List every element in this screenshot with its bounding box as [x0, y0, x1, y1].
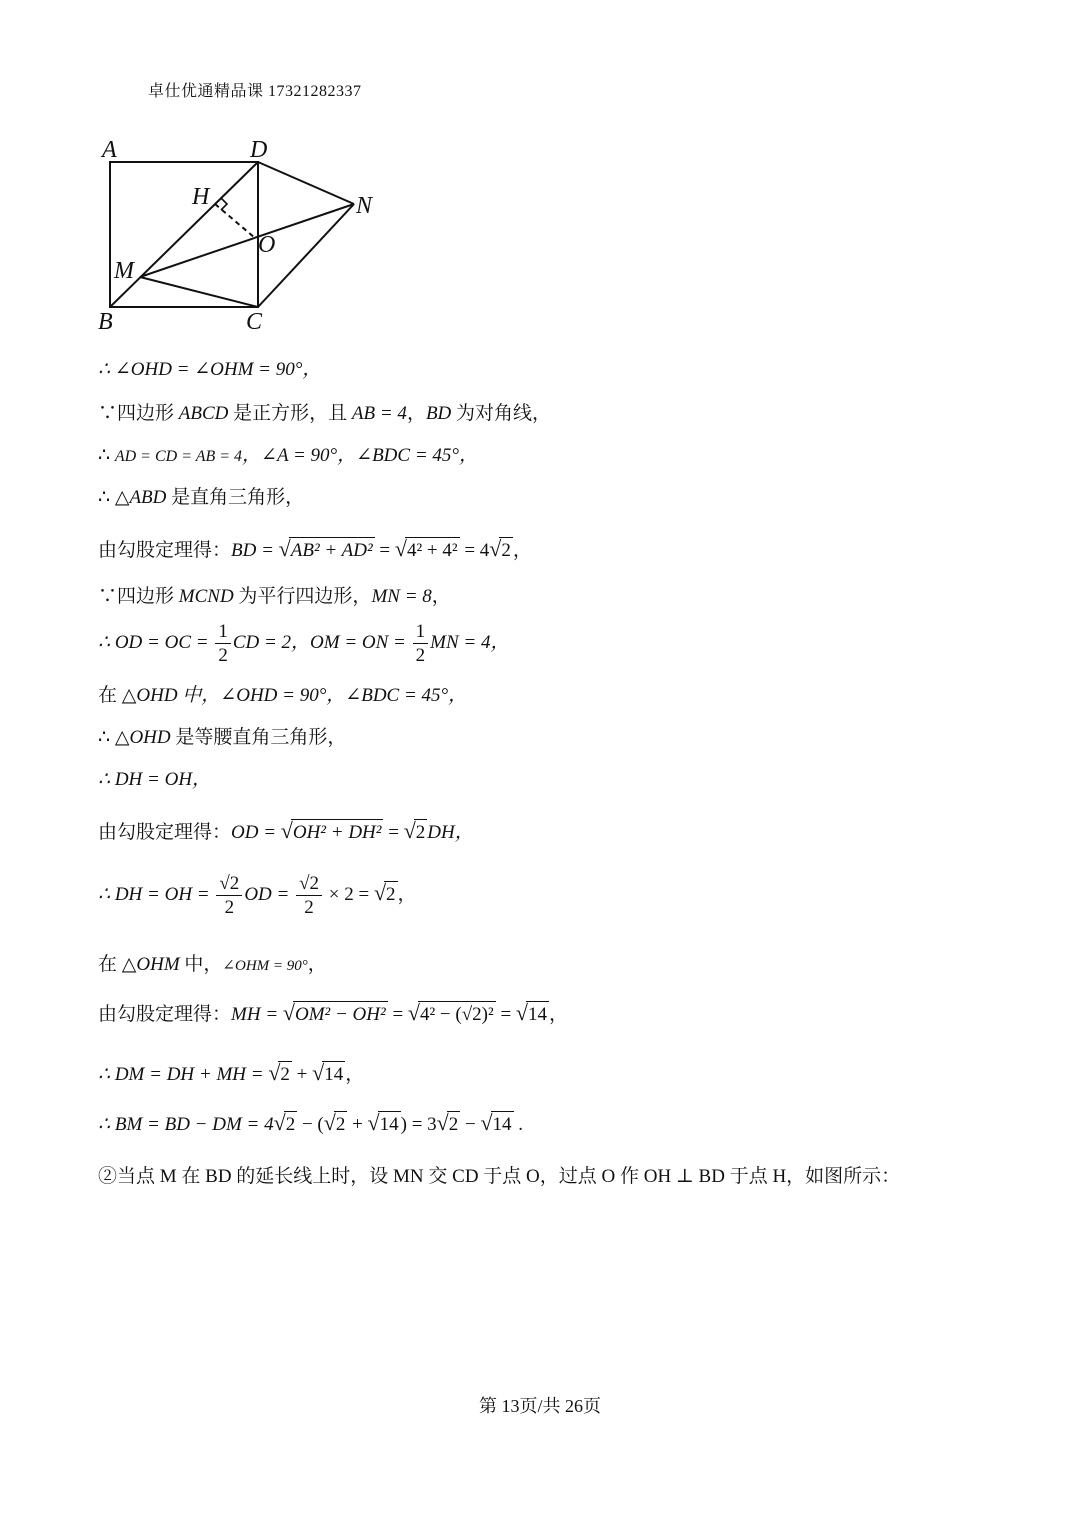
solution-line-1: ∴ ∠OHD = ∠OHM = 90°， — [98, 359, 322, 380]
label-D: D — [250, 137, 268, 163]
solution-line-11: 由勾股定理得：OD = √OH² + DH² = √2 DH， — [98, 818, 474, 843]
solution-line-10: ∴ DH = OH， — [98, 769, 212, 790]
label-O: O — [258, 232, 276, 258]
solution-line-6: ∵四边形 MCND 为平行四边形，MN = 8， — [98, 586, 451, 607]
label-A: A — [102, 137, 117, 163]
solution-line-3: ∴ AD = CD = AB = 4，∠A = 90°，∠BDC = 45°， — [98, 445, 478, 466]
solution-line-14: 由勾股定理得：MH = √OM² − OH² = √4² − (√2)² = √14 ， — [98, 1000, 568, 1025]
page-footer: 第 13页/共 26页 — [478, 1396, 601, 1416]
solution-line-12: ∴ DH = OH = $\frac{√2}{2}$ OD = $\frac{√2}{2}$ × 2 = √2 ， — [98, 873, 417, 918]
segment-mn — [140, 204, 354, 277]
label-M: M — [114, 258, 134, 284]
page-header: 卓仕优通精品课 17321282337 — [148, 83, 362, 100]
label-N: N — [356, 193, 373, 219]
solution-line-13: 在 △OHM 中，∠OHM = 90°， — [98, 954, 327, 975]
solution-line-4: ∴ △ABD 是直角三角形， — [98, 487, 305, 508]
solution-line-2: ∵四边形 ABCD 是正方形，且 AB = 4，BD 为对角线， — [98, 403, 552, 424]
geometry-figure — [92, 130, 392, 340]
label-C: C — [246, 309, 263, 335]
segment-mc — [140, 277, 258, 307]
solution-line-17: ②当点 M 在 BD 的延长线上时，设 MN 交 CD 于点 O，过点 O 作 OH ⊥ BD 于点 H，如图所示： — [98, 1166, 901, 1187]
solution-line-8: 在 △OHD 中，∠OHD = 90°，∠BDC = 45°， — [98, 685, 468, 706]
solution-line-9: ∴ △OHD 是等腰直角三角形， — [98, 727, 347, 748]
right-angle-mark — [221, 198, 227, 210]
label-B: B — [98, 309, 113, 335]
solution-line-5: 由勾股定理得：BD = √AB² + AD² = √4² + 4² = 4√2 ， — [98, 536, 532, 561]
solution-line-16: ∴ BM = BD − DM = 4√2 − (√2 + √14 ) = 3√2 − √14 . — [98, 1110, 524, 1135]
segment-dn — [258, 162, 354, 204]
solution-line-7: ∴ OD = OC = $\frac{1}{2}$ CD = 2，OM = ON = $\frac{1}{2}$ MN = 4， — [98, 621, 510, 666]
diagonal-bd — [110, 162, 258, 307]
label-H: H — [192, 184, 210, 210]
solution-line-15: ∴ DM = DH + MH = √2 + √14 ， — [98, 1060, 365, 1085]
